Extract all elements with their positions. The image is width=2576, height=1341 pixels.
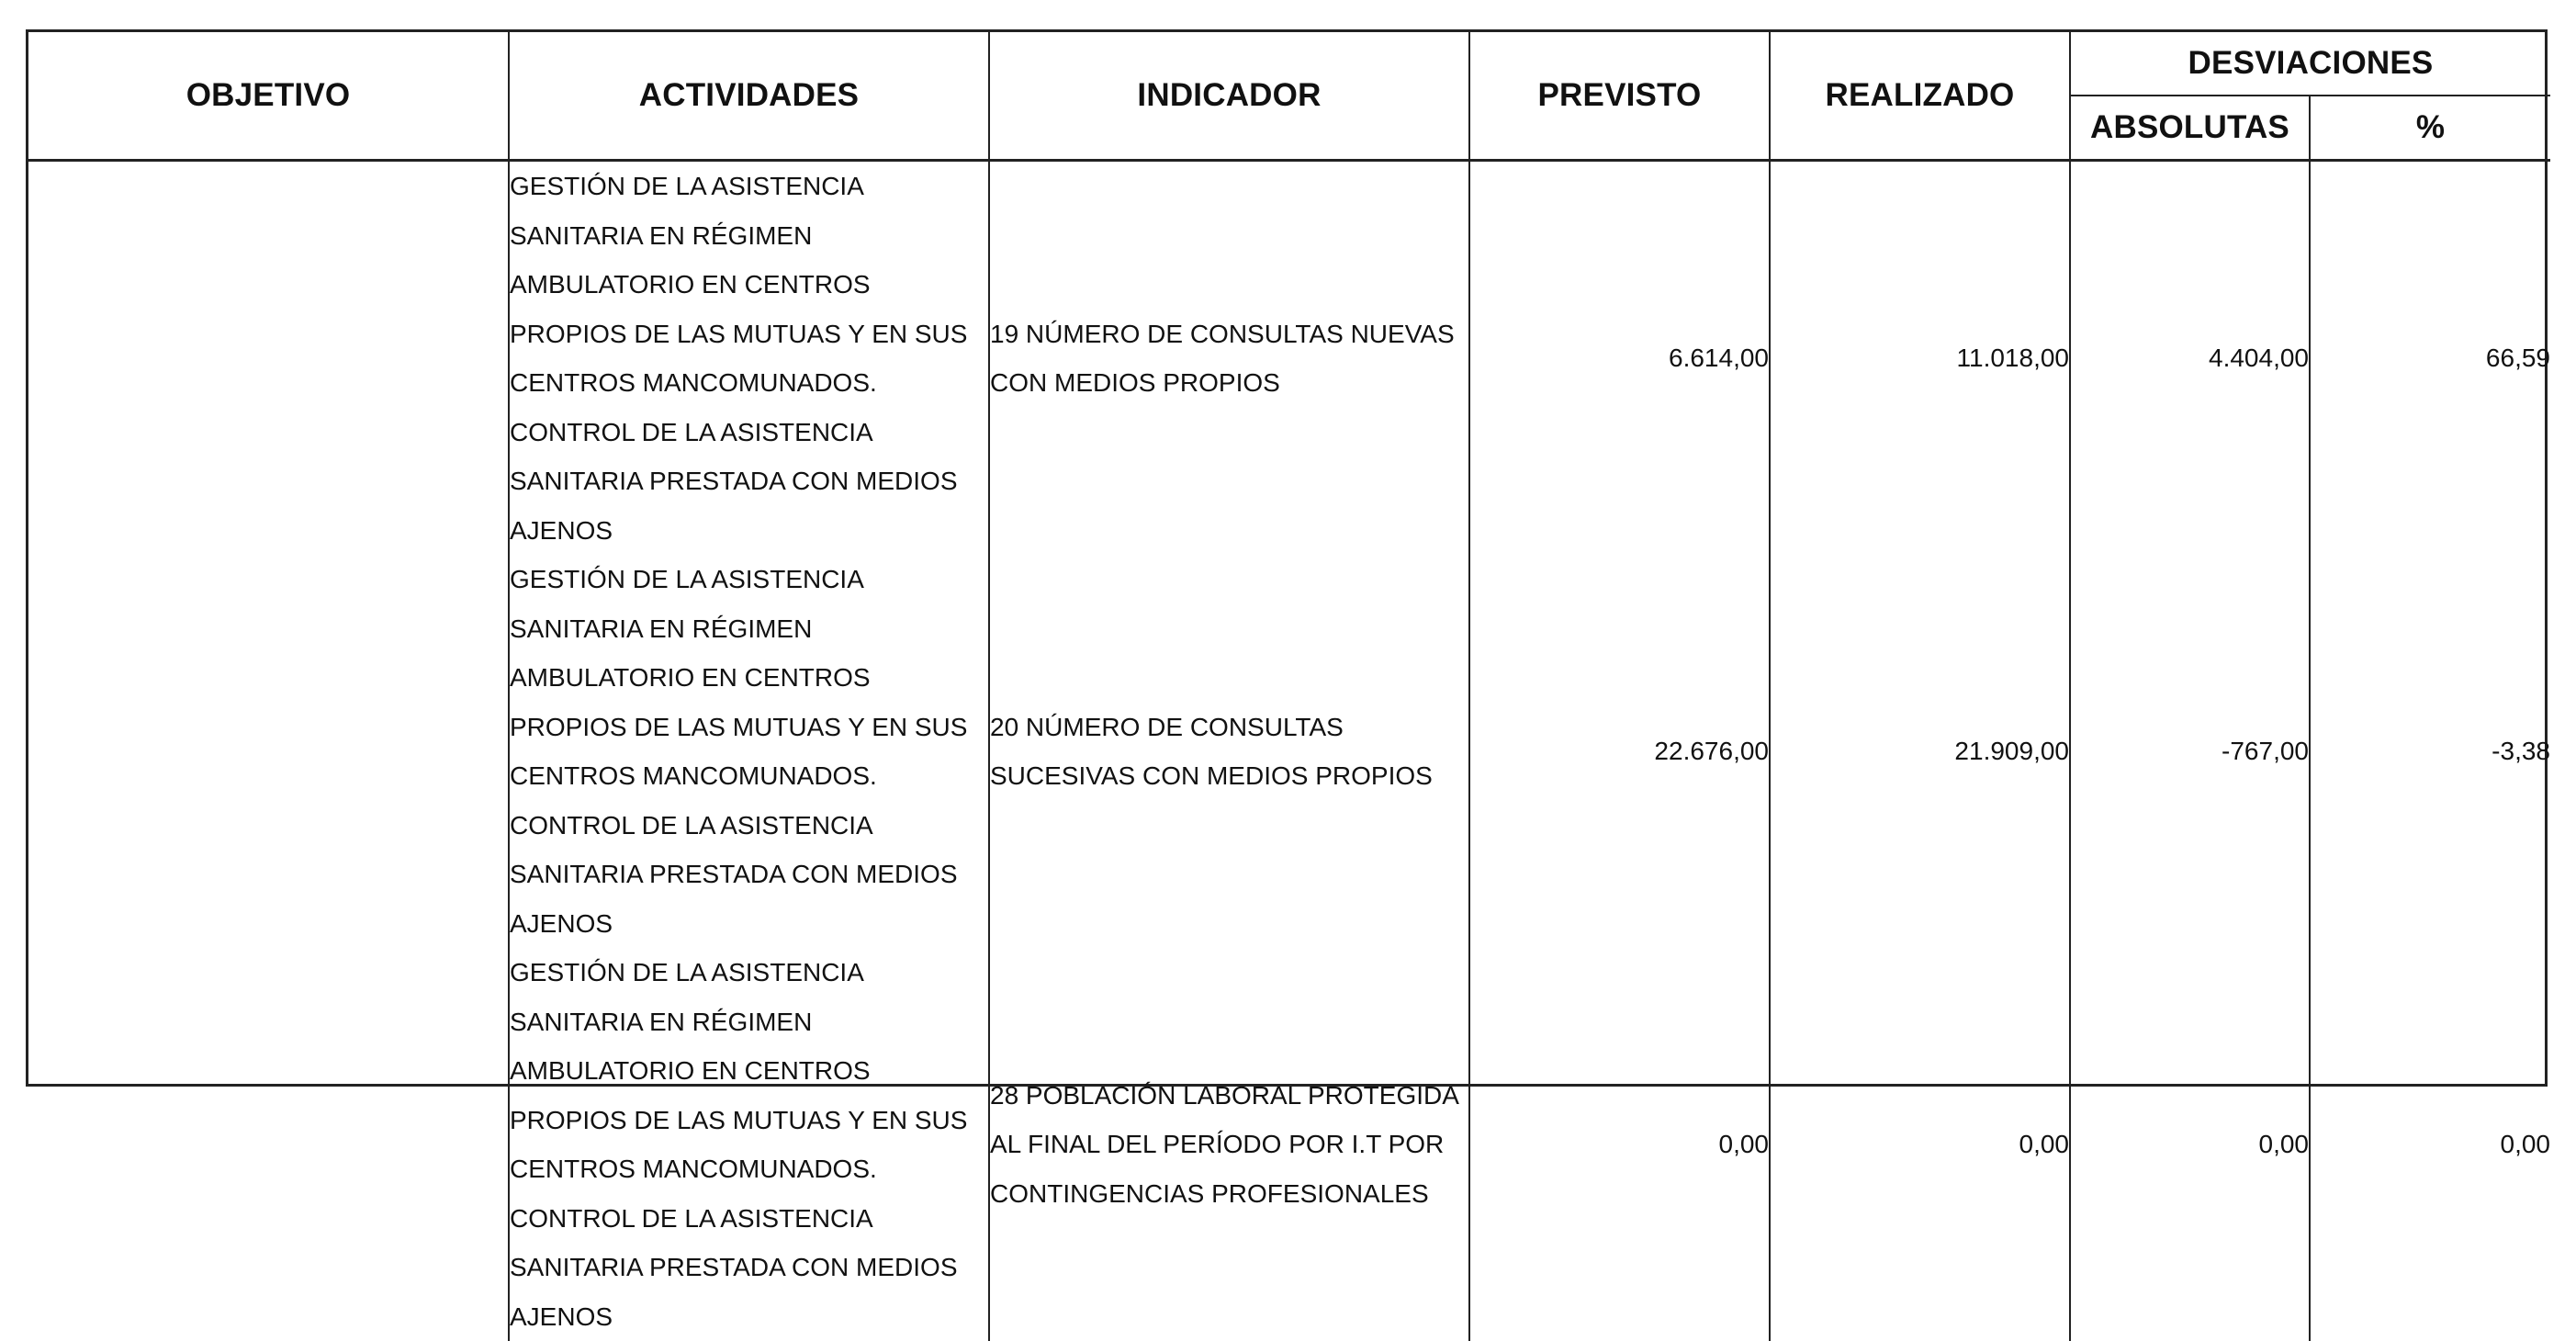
cell-objetivo xyxy=(28,161,509,556)
header-realizado: REALIZADO xyxy=(1770,32,2070,161)
actividades-text: GESTIÓN DE LA ASISTENCIA SANITARIA EN RÉGIMEN AMBULATORIO EN CENTROS PROPIOS DE LAS MUTUAS Y EN SUS CENTROS MANCOMUNADOS. CONTROL DE LA ASISTENCIA SANITARIA PRESTADA CON MEDIOS AJENOS xyxy=(510,555,988,948)
cell-absolutas: 4.404,00 xyxy=(2070,161,2310,556)
cell-previsto: 22.676,00 xyxy=(1469,555,1770,948)
header-objetivo: OBJETIVO xyxy=(28,32,509,161)
cell-realizado: 11.018,00 xyxy=(1770,161,2070,556)
indicator-table xyxy=(28,32,2550,1341)
cell-absolutas: -767,00 xyxy=(2070,555,2310,948)
table-body xyxy=(28,161,2550,1341)
indicador-text: 20 NÚMERO DE CONSULTAS SUCESIVAS CON MEDIOS PROPIOS xyxy=(990,703,1468,801)
cell-previsto: 6.614,00 xyxy=(1469,161,1770,556)
header-porcentaje: % xyxy=(2310,96,2550,161)
header-desviaciones: DESVIACIONES xyxy=(2070,32,2550,96)
cell-absolutas: 0,00 xyxy=(2070,948,2310,1341)
actividades-text: GESTIÓN DE LA ASISTENCIA SANITARIA EN RÉGIMEN AMBULATORIO EN CENTROS PROPIOS DE LAS MUTUAS Y EN SUS CENTROS MANCOMUNADOS. CONTROL DE LA ASISTENCIA SANITARIA PRESTADA CON MEDIOS AJENOS xyxy=(510,948,988,1341)
cell-previsto: 0,00 xyxy=(1469,948,1770,1341)
cell-indicador xyxy=(989,555,1469,948)
cell-objetivo xyxy=(28,948,509,1341)
cell-actividades xyxy=(509,161,989,556)
table-header xyxy=(28,32,2550,161)
table-row xyxy=(28,948,2550,1341)
indicador-text: 19 NÚMERO DE CONSULTAS NUEVAS CON MEDIOS PROPIOS xyxy=(990,310,1468,408)
cell-actividades xyxy=(509,948,989,1341)
header-previsto: PREVISTO xyxy=(1469,32,1770,161)
cell-objetivo xyxy=(28,555,509,948)
header-absolutas: ABSOLUTAS xyxy=(2070,96,2310,161)
cell-realizado: 21.909,00 xyxy=(1770,555,2070,948)
header-indicador: INDICADOR xyxy=(989,32,1469,161)
cell-actividades xyxy=(509,555,989,948)
cell-realizado: 0,00 xyxy=(1770,948,2070,1341)
cell-indicador xyxy=(989,948,1469,1341)
cell-indicador xyxy=(989,161,1469,556)
indicator-table-frame xyxy=(26,29,2548,1087)
cell-porcentaje: -3,38 xyxy=(2310,555,2550,948)
table-row xyxy=(28,161,2550,556)
indicador-text: 28 POBLACIÓN LABORAL PROTEGIDA AL FINAL DEL PERÍODO POR I.T POR CONTINGENCIAS PROFESIONALES xyxy=(990,1071,1468,1219)
cell-porcentaje: 0,00 xyxy=(2310,948,2550,1341)
header-actividades: ACTIVIDADES xyxy=(509,32,989,161)
cell-porcentaje: 66,59 xyxy=(2310,161,2550,556)
table-row xyxy=(28,555,2550,948)
actividades-text: GESTIÓN DE LA ASISTENCIA SANITARIA EN RÉGIMEN AMBULATORIO EN CENTROS PROPIOS DE LAS MUTUAS Y EN SUS CENTROS MANCOMUNADOS. CONTROL DE LA ASISTENCIA SANITARIA PRESTADA CON MEDIOS AJENOS xyxy=(510,162,988,555)
